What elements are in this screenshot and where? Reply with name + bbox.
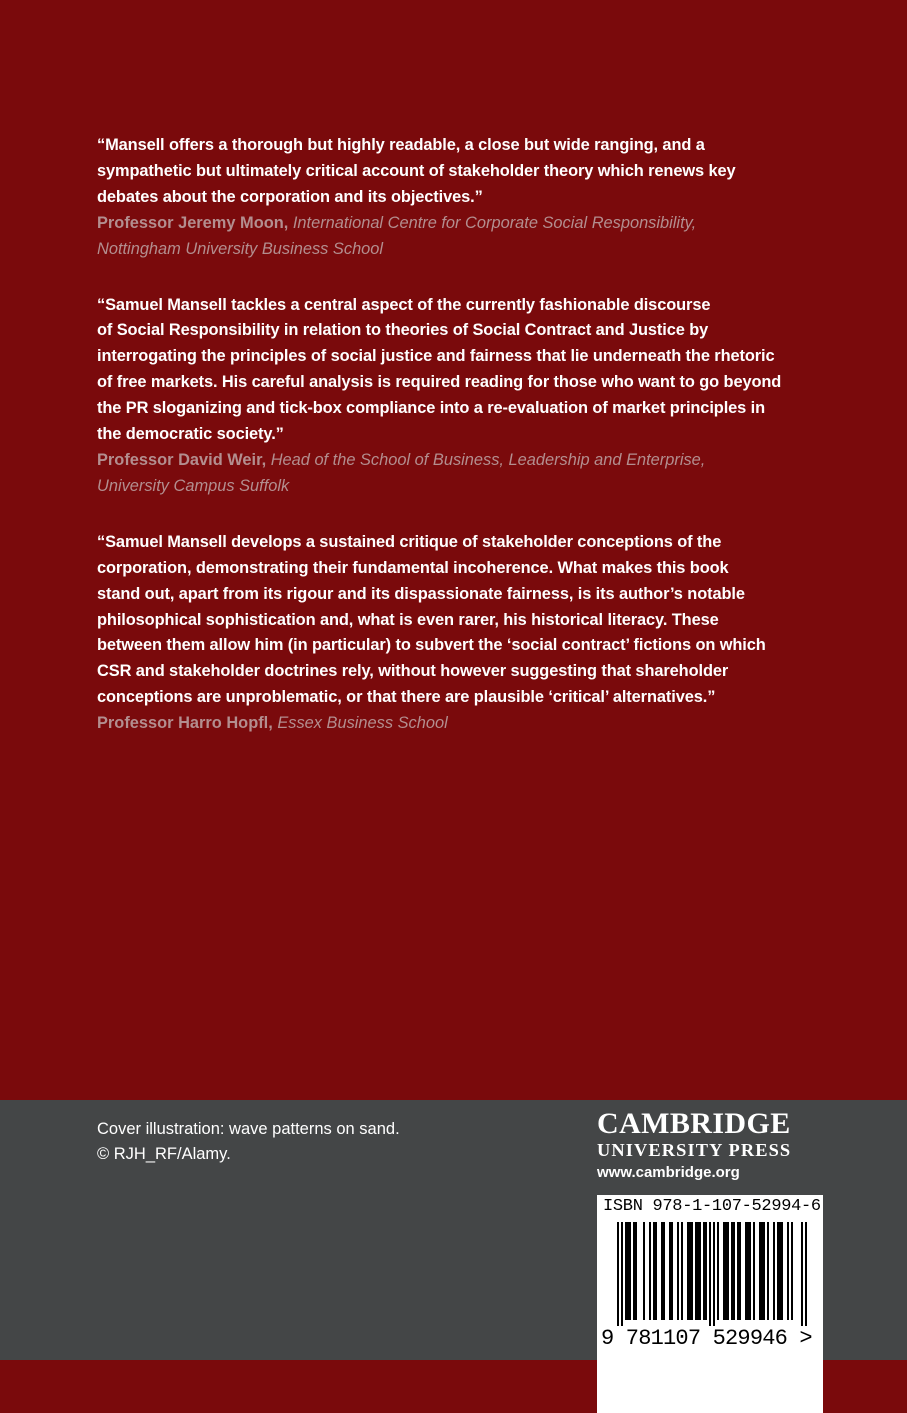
barcode-bar (737, 1222, 739, 1320)
quote-line: interrogating the principles of social justice and fairness that lie underneath the rhetoric (97, 347, 775, 366)
attribution-line (97, 711, 827, 737)
publisher-url: www.cambridge.org (597, 1164, 740, 1181)
reviewer-affiliation: International Centre for Corporate Social Responsibility, (292, 213, 697, 232)
barcode-bar (695, 1222, 697, 1320)
quote-line: “Mansell offers a thorough but highly readable, a close but wide ranging, and a (97, 136, 705, 154)
quote-line: debates about the corporation and its objectives.” (97, 187, 483, 206)
reviewer-affiliation: Head of the School of Business, Leadership and Enterprise, (270, 450, 706, 469)
barcode-bar (703, 1222, 705, 1320)
isbn-label: ISBN 978-1-107-52994-6 (603, 1197, 821, 1216)
barcode-bar (677, 1222, 679, 1320)
barcode-bar (635, 1222, 637, 1320)
barcode-bar (713, 1222, 715, 1326)
barcode-bar (761, 1222, 763, 1320)
quote-line: the democratic society.” (97, 425, 284, 444)
quote-line: corporation, demonstrating their fundamental incoherence. What makes this book (97, 558, 729, 577)
isbn-barcode (597, 1195, 823, 1413)
barcode-bar (805, 1222, 807, 1326)
reviews-section (97, 133, 827, 767)
quote-line: sympathetic but ultimately critical account of stakeholder theory which renews key (97, 161, 736, 180)
reviewer-affiliation: Nottingham University Business School (97, 239, 384, 258)
review-quote (97, 293, 827, 448)
barcode-bar (749, 1222, 751, 1320)
barcode-bar (739, 1222, 741, 1320)
barcode-bar (617, 1222, 619, 1326)
quote-line: of free markets. His careful analysis is required reading for those who want to go beyond (97, 373, 782, 392)
barcode-digits: 9 781107 529946 > (601, 1326, 812, 1351)
attribution-line (97, 448, 827, 474)
reviewer-name: Professor Harro Hopfl, (97, 714, 273, 733)
quote-line: conceptions are unproblematic, or that there are plausible ‘critical’ alternatives.” (97, 688, 716, 707)
review-attribution (97, 711, 827, 737)
barcode-bar (681, 1222, 683, 1320)
credit-line: Cover illustration: wave patterns on sand. (97, 1120, 400, 1138)
quote-line: between them allow him (in particular) to subvert the ‘social contract’ fictions on which (97, 636, 766, 655)
barcode-bar (767, 1222, 769, 1320)
barcode-bar (627, 1222, 629, 1320)
review-quote (97, 133, 827, 211)
barcode-bar (671, 1222, 673, 1320)
quote-line: the PR sloganizing and tick-box compliance into a re-evaluation of market principles in (97, 399, 765, 418)
barcode-bar (747, 1222, 749, 1320)
barcode-bar (629, 1222, 631, 1320)
barcode-bar (663, 1222, 665, 1320)
review-1 (97, 133, 827, 263)
review-attribution (97, 211, 827, 263)
barcode-bar (705, 1222, 707, 1320)
barcode-bar (723, 1222, 725, 1320)
barcode-bar (727, 1222, 729, 1320)
quote-line: “Samuel Mansell develops a sustained critique of stakeholder conceptions of the (97, 532, 722, 551)
barcode-bar (753, 1222, 755, 1320)
quote-line: philosophical sophistication and, what is even rarer, his historical literacy. These (97, 610, 719, 629)
quote-line: CSR and stakeholder doctrines rely, without however suggesting that shareholder (97, 662, 729, 681)
barcode-bar (689, 1222, 691, 1320)
publisher-subtitle: UNIVERSITY PRESS (597, 1140, 792, 1160)
barcode-bar (731, 1222, 733, 1320)
review-3 (97, 530, 827, 737)
barcode-bar (773, 1222, 775, 1320)
reviewer-affiliation: Essex Business School (277, 714, 448, 733)
barcode-bar (709, 1222, 711, 1326)
review-2 (97, 293, 827, 500)
barcode-bar (717, 1222, 719, 1320)
review-attribution (97, 448, 827, 500)
quote-line: stand out, apart from its rigour and its dispassionate fairness, is its author’s notable (97, 584, 745, 603)
attribution-line (97, 211, 827, 237)
barcode-bar (759, 1222, 761, 1320)
barcode-bar (781, 1222, 783, 1320)
barcode-bar (687, 1222, 689, 1320)
barcode-bar (653, 1222, 655, 1320)
barcode-bar (643, 1222, 645, 1320)
barcode-bar (691, 1222, 693, 1320)
cover-credit (97, 1117, 400, 1167)
credit-line: © RJH_RF/Alamy. (97, 1145, 231, 1163)
barcode-bar (745, 1222, 747, 1320)
barcode-bar (621, 1222, 623, 1326)
barcode-bar (655, 1222, 657, 1320)
reviewer-name: Professor David Weir, (97, 450, 267, 469)
barcode-bar (649, 1222, 651, 1320)
barcode-bar (725, 1222, 727, 1320)
barcode-bar (787, 1222, 789, 1320)
review-quote (97, 530, 827, 711)
barcode-bar (633, 1222, 635, 1320)
barcode-bar (625, 1222, 627, 1320)
publisher-name: CAMBRIDGE (597, 1107, 791, 1140)
barcode-bar (763, 1222, 765, 1320)
quote-line: of Social Responsibility in relation to theories of Social Contract and Justice by (97, 321, 709, 340)
footer-band (0, 1100, 907, 1360)
barcode-bars (601, 1222, 819, 1326)
reviewer-name: Professor Jeremy Moon, (97, 213, 289, 232)
barcode-bar (791, 1222, 793, 1320)
barcode-bar (777, 1222, 779, 1320)
barcode-bar (697, 1222, 699, 1320)
barcode-bar (779, 1222, 781, 1320)
barcode-bar (733, 1222, 735, 1320)
publisher-logo (597, 1108, 825, 1185)
reviewer-affiliation: University Campus Suffolk (97, 476, 290, 495)
barcode-bar (669, 1222, 671, 1320)
barcode-bar (661, 1222, 663, 1320)
quote-line: “Samuel Mansell tackles a central aspect of the currently fashionable discourse (97, 295, 711, 314)
barcode-bar (699, 1222, 701, 1320)
barcode-bar (801, 1222, 803, 1326)
